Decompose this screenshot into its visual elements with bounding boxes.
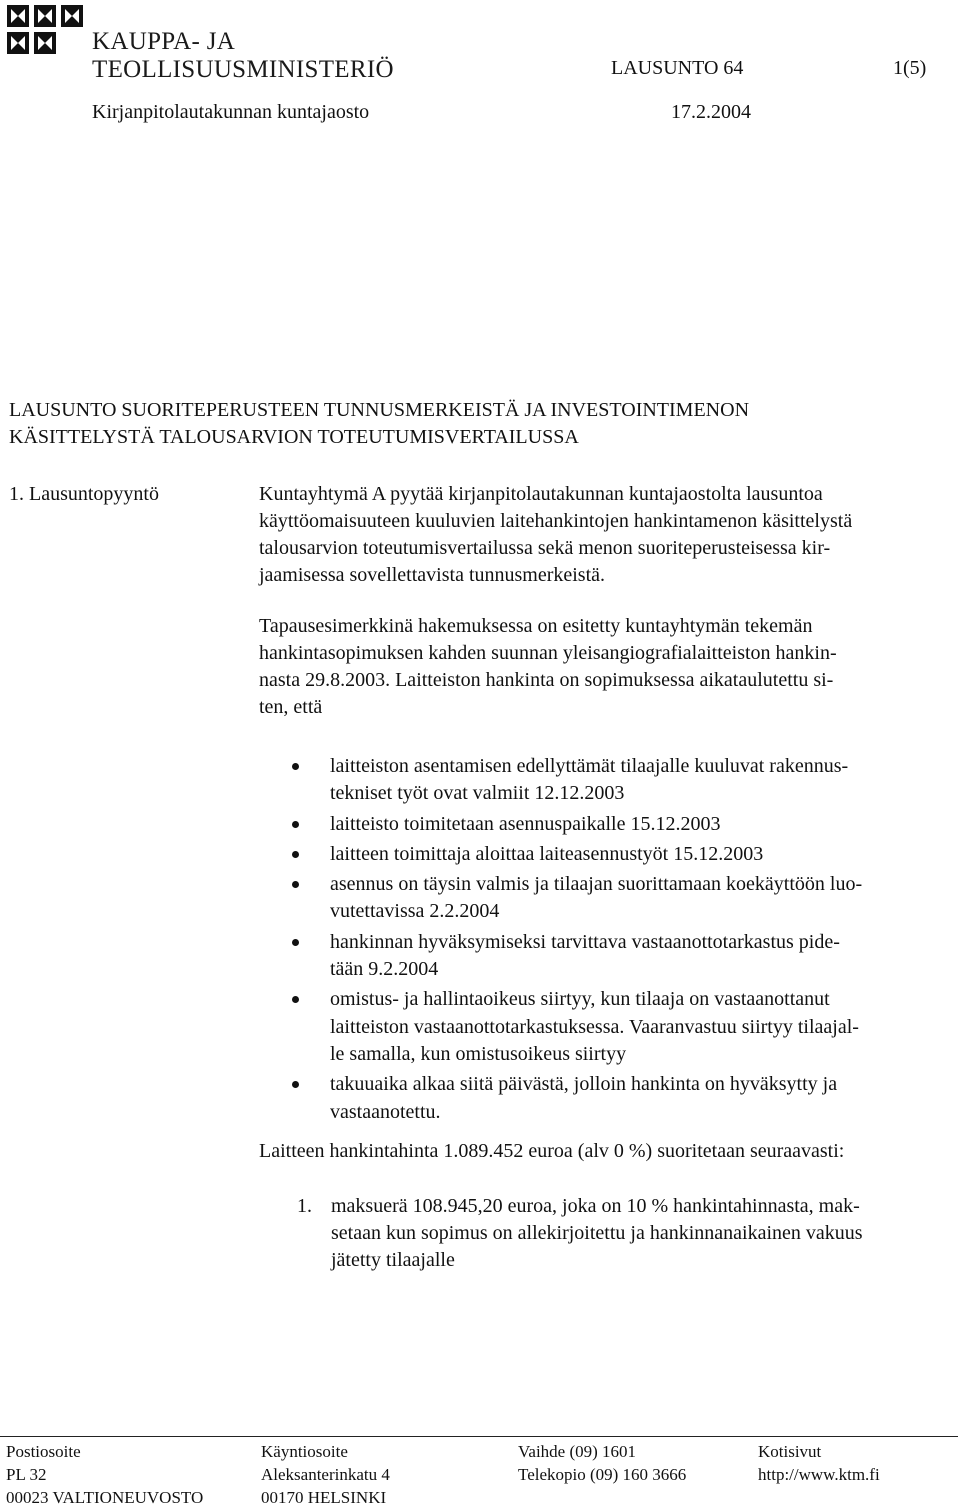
- paragraph-line: nasta 29.8.2003. Laitteiston hankinta on sopimuksessa aikataulutettu si-: [259, 669, 834, 691]
- footer-heading: Käyntiosoite: [261, 1442, 348, 1461]
- footer-text: Telekopio (09) 160 3666: [518, 1465, 687, 1484]
- list-item: [287, 753, 957, 808]
- footer-visiting-address: [261, 1440, 390, 1509]
- list-item-line: setaan kun sopimus on allekirjoitettu ja hankinnanaikainen vakuus: [331, 1222, 863, 1244]
- list-item-line: tään 9.2.2004: [330, 958, 439, 981]
- ministry-name: [92, 28, 394, 84]
- list-item-number: 1.: [297, 1195, 312, 1217]
- document-title: [9, 397, 749, 451]
- paragraph-line: Tapausesimerkkinä hakemuksessa on esitetty kuntayhtymän tekemän: [259, 615, 813, 637]
- list-item: [287, 929, 957, 984]
- list-item-line: le samalla, kun omistusoikeus siirtyy: [330, 1042, 627, 1065]
- list-item-line: laitteen toimittaja aloittaa laiteasennustyöt 15.12.2003: [330, 842, 764, 865]
- footer-website: [758, 1440, 880, 1486]
- document-title-line1: LAUSUNTO SUORITEPERUSTEEN TUNNUSMERKEISTÄ JA INVESTOINTIMENON: [9, 399, 750, 421]
- document-type: LAUSUNTO 64: [611, 57, 744, 79]
- list-item: [287, 1071, 957, 1126]
- paragraph-line: ten, että: [259, 696, 323, 718]
- department-name: Kirjanpitolautakunnan kuntajaosto: [92, 101, 370, 123]
- paragraph-line: jaamisessa sovellettavista tunnusmerkeistä.: [259, 564, 606, 586]
- footer-text: 00023 VALTIONEUVOSTO: [6, 1488, 204, 1507]
- footer-heading: Kotisivut: [758, 1442, 822, 1461]
- section-heading: 1. Lausuntopyyntö: [9, 483, 159, 505]
- list-item-line: tekniset työt ovat valmiit 12.12.2003: [330, 782, 625, 805]
- ministry-name-line1: KAUPPA- JA: [92, 28, 236, 55]
- paragraph-example: [259, 613, 959, 721]
- website-link[interactable]: http://www.ktm.fi: [758, 1465, 880, 1484]
- list-item-line: laitteiston asentamisen edellyttämät tilaajalle kuuluvat rakennus-: [330, 755, 849, 777]
- footer-text: Aleksanterinkatu 4: [261, 1465, 390, 1484]
- ministry-crest-icon: [6, 4, 86, 56]
- footer-postal-address: [6, 1440, 203, 1509]
- paragraph-line: käyttöomaisuuteen kuuluvien laitehankintojen hankintamenon käsittelystä: [259, 510, 853, 532]
- list-item: [287, 986, 957, 1068]
- ministry-crest-graphic: [6, 4, 86, 56]
- document-date: 17.2.2004: [671, 101, 751, 123]
- footer-heading: Postiosoite: [6, 1442, 81, 1461]
- list-item: [287, 841, 957, 868]
- footer-phone: [518, 1440, 686, 1486]
- paragraph-line: Kuntayhtymä A pyytää kirjanpitolautakunnan kuntajaostolta lausuntoa: [259, 483, 823, 505]
- paragraph-price: [259, 1138, 959, 1165]
- footer-text: Vaihde (09) 1601: [518, 1442, 637, 1461]
- list-item-line: hankinnan hyväksymiseksi tarvittava vastaanottotarkastus pide-: [330, 930, 840, 953]
- list-item-line: maksuerä 108.945,20 euroa, joka on 10 % hankintahinnasta, mak-: [331, 1195, 860, 1217]
- list-item-line: omistus- ja hallintaoikeus siirtyy, kun tilaaja on vastaanottanut: [330, 988, 830, 1011]
- list-item: [287, 811, 957, 838]
- list-item-line: laitteisto toimitetaan asennuspaikalle 15.12.2003: [330, 812, 721, 835]
- paragraph-line: Laitteen hankintahinta 1.089.452 euroa (alv 0 %) suoritetaan seuraavasti:: [259, 1140, 845, 1162]
- list-item-line: laitteiston vastaanottotarkastuksessa. Vaaranvastuu siirtyy tilaajal-: [330, 1015, 859, 1038]
- list-item-line: asennus on täysin valmis ja tilaajan suorittamaan koekäyttöön luo-: [330, 873, 863, 896]
- footer-text: PL 32: [6, 1465, 47, 1484]
- list-item-line: takuuaika alkaa siitä päivästä, jolloin hankinta on hyväksytty ja: [330, 1073, 838, 1096]
- list-item-line: vastaanotettu.: [330, 1100, 441, 1123]
- paragraph-line: hankintasopimuksen kahden suunnan yleisangiografialaitteiston hankin-: [259, 642, 837, 664]
- ministry-name-line2: TEOLLISUUSMINISTERIÖ: [92, 56, 394, 83]
- paragraph-request: [259, 481, 959, 589]
- list-item: [331, 1193, 863, 1274]
- page-number: 1(5): [893, 57, 927, 79]
- list-item-line: jätetty tilaajalle: [331, 1249, 455, 1271]
- list-item-line: vutettavissa 2.2.2004: [330, 900, 500, 923]
- footer-text: 00170 HELSINKI: [261, 1488, 387, 1507]
- paragraph-line: talousarvion toteutumisvertailussa sekä menon suoriteperusteisessa kir-: [259, 537, 831, 559]
- schedule-bullet-list: [287, 753, 957, 1129]
- document-title-line2: KÄSITTELYSTÄ TALOUSARVION TOTEUTUMISVERTAILUSSA: [9, 426, 579, 448]
- footer-divider: [0, 1436, 958, 1437]
- list-item: [287, 871, 957, 926]
